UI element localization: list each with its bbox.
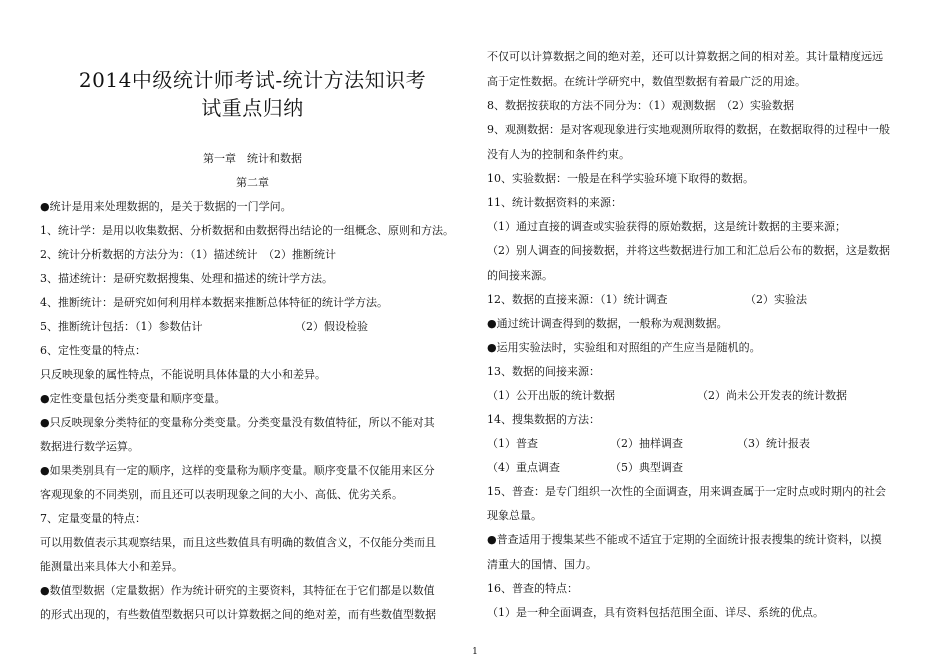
line-text-column: （2）尚未公开发表的统计数据	[697, 389, 847, 402]
line-text: 5、推断统计包括：（1）参数估计	[40, 320, 203, 333]
document-title-line-1: 2014中级统计师考试-统计方法知识考	[78, 68, 427, 92]
line-text: 3、描述统计：是研究数据搜集、处理和描述的统计学方法。	[40, 272, 333, 285]
left-text-line	[40, 271, 333, 287]
page-number: 1	[472, 647, 478, 657]
left-text-line	[40, 295, 388, 311]
line-text: 12、数据的直接来源：（1）统计调查	[487, 293, 668, 306]
line-text: 高于定性数据。在统计学研究中，数值型数据有着最广泛的用途。	[487, 75, 806, 88]
line-text: （1）是一种全面调查，具有资料包括范围全面、详尽、系统的优点。	[487, 606, 824, 619]
left-text-line	[40, 319, 368, 335]
line-text: 16、普查的特点：	[487, 582, 578, 595]
left-text-line	[40, 175, 465, 191]
line-text: 能测量出来具体大小和差异。	[40, 560, 183, 573]
line-text: 不仅可以计算数据之间的绝对差，还可以计算数据之间的相对差。其计量精度远远	[487, 50, 883, 63]
line-text: 只反映现象的属性特点，不能说明具体体量的大小和差异。	[40, 368, 326, 381]
right-text-line	[487, 388, 847, 404]
right-text-line	[487, 171, 754, 187]
right-text-line	[487, 122, 890, 138]
line-text-column: （3）统计报表	[737, 437, 810, 450]
line-text: 14、搜集数据的方法：	[487, 413, 600, 426]
left-text-line	[40, 199, 292, 215]
line-text: ●如果类别具有一定的顺序，这样的变量称为顺序变量。顺序变量不仅能用来区分	[40, 464, 435, 477]
right-text-line	[487, 557, 597, 573]
right-text-line	[487, 436, 810, 452]
line-text: 的形式出现的，有些数值型数据只可以计算数据之间的绝对差，而有些数值型数据	[40, 608, 436, 621]
line-text: （1）通过直接的调查或实验获得的原始数据，这是统计数据的主要来源；	[487, 220, 846, 233]
left-text-line	[40, 559, 183, 575]
left-text-line	[40, 607, 436, 623]
line-text-column: （5）典型调查	[610, 461, 683, 474]
line-text: 9、观测数据：是对客观现象进行实地观测所取得的数据，在数据取得的过程中一般	[487, 123, 890, 136]
line-text: 清重大的国情、国力。	[487, 558, 597, 571]
document-title-line-2: 试重点归纳	[201, 96, 304, 120]
line-text: 4、推断统计：是研究如何利用样本数据来推断总体特征的统计学方法。	[40, 296, 388, 309]
right-text-line	[487, 147, 630, 163]
line-text: 11、统计数据资料的来源：	[487, 196, 622, 209]
line-text: 1、统计学：是用以收集数据、分析数据和由数据得出结论的一组概念、原则和方法。	[40, 224, 454, 237]
line-text: （1）公开出版的统计数据	[487, 389, 615, 402]
line-text: 现象总量。	[487, 509, 542, 522]
left-text-line	[40, 439, 139, 455]
left-text-line	[40, 583, 435, 599]
right-text-line	[487, 581, 578, 597]
line-text: 8、数据按获取的方法不同分为：（1）观测数据 （2）实验数据	[487, 99, 794, 112]
right-text-line	[487, 412, 600, 428]
right-text-line	[487, 292, 807, 308]
right-text-line	[487, 219, 846, 235]
line-text-column: （2）抽样调查	[610, 437, 683, 450]
left-text-line	[40, 487, 403, 503]
right-text-line	[487, 49, 883, 65]
right-text-line	[487, 195, 622, 211]
right-text-line	[487, 340, 761, 356]
left-text-line	[40, 151, 465, 167]
left-text-line	[40, 391, 226, 407]
line-text: ●统计是用来处理数据的，是关于数据的一门学问。	[40, 200, 292, 213]
right-text-line	[487, 484, 886, 500]
line-text: 数据进行数学运算。	[40, 440, 139, 453]
line-text: ●普查适用于搜集某些不能或不适宜于定期的全面统计报表搜集的统计资料，以摸	[487, 533, 882, 546]
line-text: ●定性变量包括分类变量和顺序变量。	[40, 392, 226, 405]
line-text: ●只反映现象分类特征的变量称分类变量。分类变量没有数值特征，所以不能对其	[40, 416, 435, 429]
left-text-line	[40, 367, 326, 383]
right-text-line	[487, 460, 683, 476]
line-text: 第二章	[236, 176, 269, 189]
line-text-column: （2）假设检验	[295, 320, 368, 333]
line-text: 13、数据的间接来源：	[487, 365, 600, 378]
line-text: ●通过统计调查得到的数据，一般称为观测数据。	[487, 317, 728, 330]
right-text-line	[487, 508, 542, 524]
line-text-column: （2）实验法	[745, 293, 807, 306]
line-text: 7、定量变量的特点：	[40, 512, 146, 525]
right-text-line	[487, 316, 728, 332]
line-text: 没有人为的控制和条件约束。	[487, 148, 630, 161]
right-text-line	[487, 605, 824, 621]
right-text-line	[487, 243, 890, 259]
left-text-line	[40, 535, 436, 551]
left-text-line	[40, 415, 435, 431]
left-text-line	[40, 247, 336, 263]
left-text-line	[40, 511, 146, 527]
line-text: 6、定性变量的特点：	[40, 344, 146, 357]
right-text-line	[487, 74, 806, 90]
right-text-line	[487, 268, 553, 284]
line-text: 10、实验数据：一般是在科学实验环境下取得的数据。	[487, 172, 754, 185]
left-text-line	[40, 343, 146, 359]
right-text-line	[487, 98, 794, 114]
line-text: 可以用数值表示其观察结果，而且这些数值具有明确的数值含义，不仅能分类而且	[40, 536, 436, 549]
line-text: （1）普查	[487, 437, 538, 450]
line-text: 第一章 统计和数据	[203, 152, 302, 165]
line-text: （4）重点调查	[487, 461, 560, 474]
left-text-line	[40, 223, 454, 239]
line-text: 15、普查：是专门组织一次性的全面调查，用来调查属于一定时点或时期内的社会	[487, 485, 886, 498]
line-text: （2）别人调查的间接数据，并将这些数据进行加工和汇总后公布的数据，这是数据	[487, 244, 890, 257]
line-text: 客观现象的不同类别，而且还可以表明现象之间的大小、高低、优劣关系。	[40, 488, 403, 501]
line-text: ●数值型数据（定量数据）作为统计研究的主要资料，其特征在于它们都是以数值	[40, 584, 435, 597]
left-text-line	[40, 463, 435, 479]
right-text-line	[487, 364, 600, 380]
line-text: 的间接来源。	[487, 269, 553, 282]
right-text-line	[487, 532, 882, 548]
line-text: ●运用实验法时，实验组和对照组的产生应当是随机的。	[487, 341, 761, 354]
line-text: 2、统计分析数据的方法分为：（1）描述统计 （2）推断统计	[40, 248, 336, 261]
